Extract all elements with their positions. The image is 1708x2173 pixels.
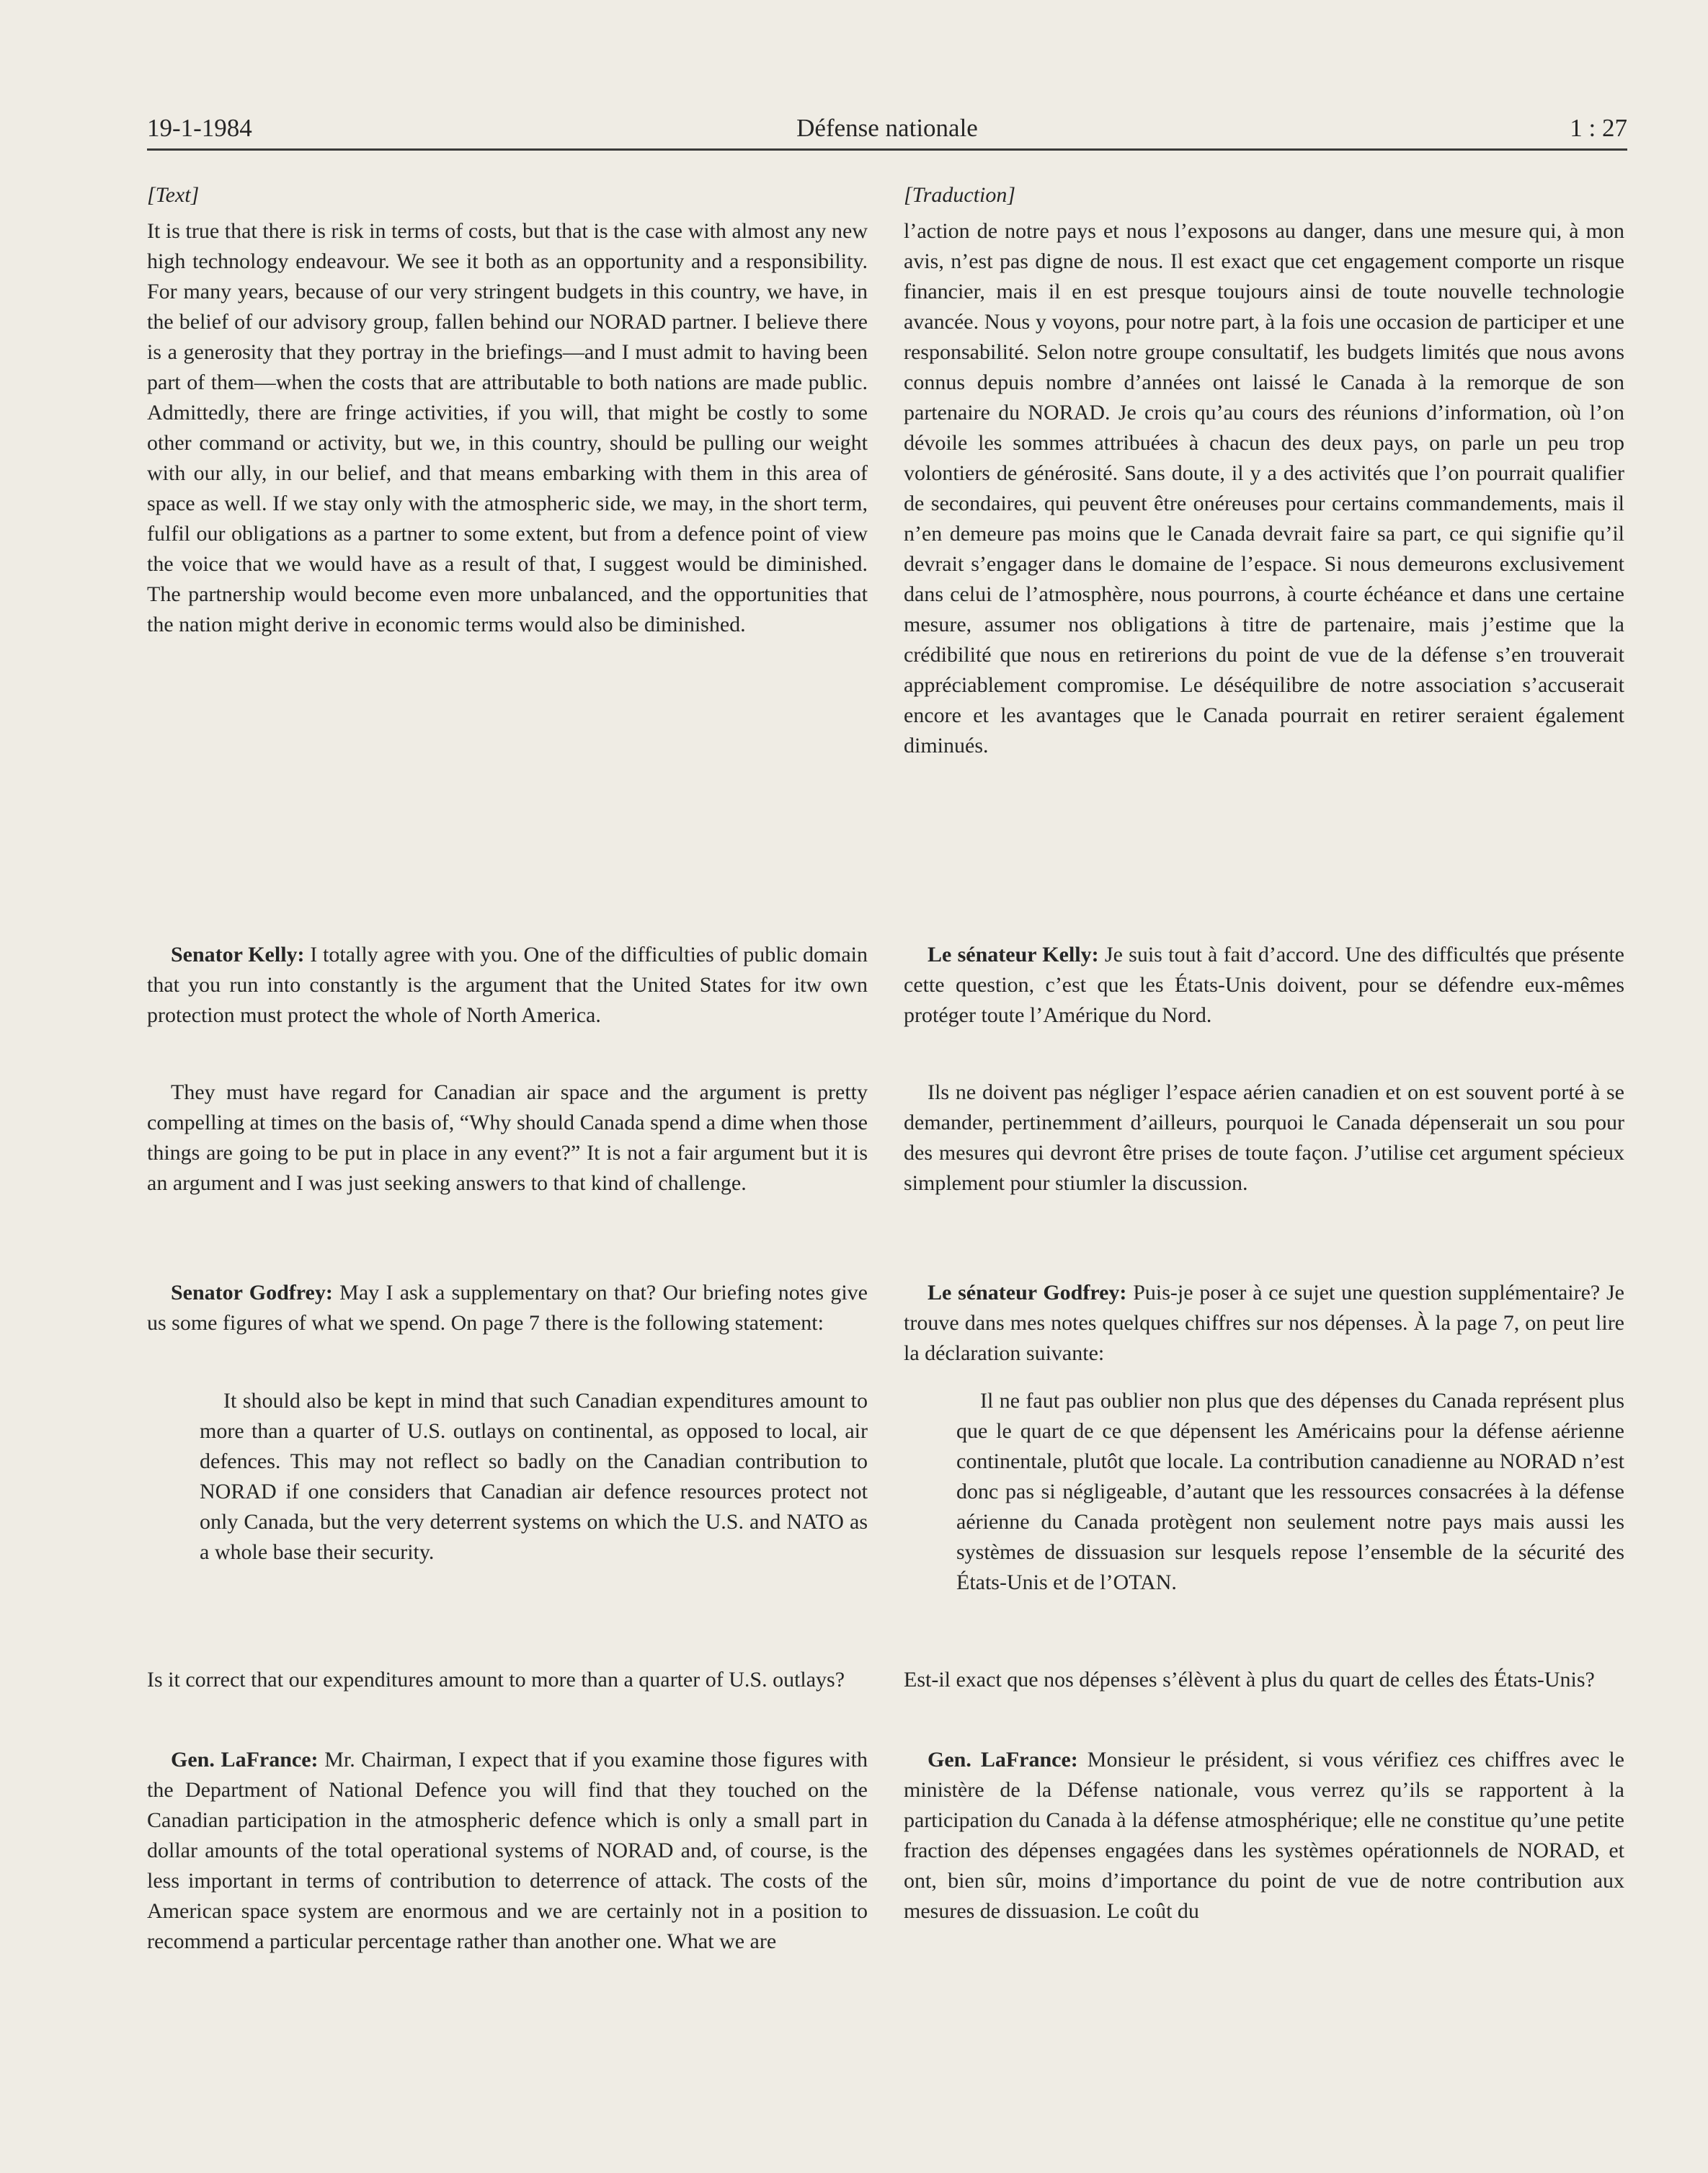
speaker-name: Gen. LaFrance: (171, 1748, 319, 1772)
paragraph-intro: l’action de notre pays et nous l’exposons au danger, dans une mesure qui, à mon avis, n’est pas digne de nous. Il est exact que cet engagement comporte un risque financier, mais il en est presque toujours ainsi de toute nouvelle technologie avancée. Nous y voyons, pour notre part, à la fois une occasion de participer et une responsabilité. Selon notre groupe consultatif, les budgets limités que nous avons connus depuis nombre d’années ont laissé le Canada à la remorque de son partenaire du NORAD. Je crois qu’au cours des réunions d’information, où l’on dévoile les sommes attribuées à chacun des deux pays, on parle un peu trop volontiers de générosité. Sans doute, il y a des activités que l’on pourrait qualifier de secondaires, qui peuvent être onéreuses pour certains commandements, mais il n’en demeure pas moins que le Canada devrait faire sa part, ce qui signifie qu’il devrait s’engager dans le domaine de l’espace. Si nous demeurons exclusivement dans celui de l’atmosphère, nous pourrons, à courte échéance et dans une certaine mesure, assumer nos obligations à titre de partenaire, mais j’estime que la crédibilité que nous en retirerions du point de vue de la défense s’en trouverait appréciablement compromise. Le déséquilibre de notre association s’accuserait encore et les avantages que le Canada pourrait en retirer seraient également diminués. (904, 219, 1624, 757)
speaker-name: Senator Godfrey: (171, 1281, 333, 1305)
speaker-text: Monsieur le président, si vous vérifiez ces chiffres avec le ministère de la Défense nationale, vous verrez qu’ils se rapportent à la participation du Canada à la défense atmosphérique; elle ne constitue qu’une petite fraction des dépenses engagées dans les systèmes opérationnels de NORAD, et ont, bien sûr, moins d’importance du point de vue de notre contribution aux mesures de dissuasion. Le coût du (904, 1748, 1624, 1923)
header-page-number: 1 : 27 (1570, 114, 1627, 142)
godfrey-remark (147, 1278, 868, 1338)
header-rule (147, 148, 1627, 151)
translation-tag: [Traduction] (904, 183, 1016, 207)
text-tag: [Text] (147, 183, 200, 207)
kelly-remark (147, 940, 868, 1031)
speaker-text: May I ask a supplementary on that? Our briefing notes give us some figures of what we spend. On page 7 there is the following statement: (147, 1281, 868, 1335)
speaker-text: I totally agree with you. One of the difficulties of public domain that you run into constantly is the argument that the United States for itw own protection must protect the whole of North America. (147, 943, 868, 1027)
speaker-text: Puis-je poser à ce sujet une question supplémentaire? Je trouve dans mes notes quelques chiffres sur nos dépenses. À la page 7, on peut lire la déclaration suivante: (904, 1281, 1624, 1365)
paragraph-challenge: They must have regard for Canadian air space and the argument is pretty compelling at times on the basis of, “Why should Canada spend a dime when those things are going to be put in place in any event?” It is not a fair argument but it is an argument and I was just seeking answers to that kind of challenge. (147, 1080, 868, 1195)
speaker-name: Gen. LaFrance: (928, 1748, 1078, 1772)
speaker-name: Senator Kelly: (171, 943, 305, 966)
quoted-statement: It should also be kept in mind that such Canadian expenditures amount to more than a quarter of U.S. outlays on continental, as opposed to local, air defences. This may not reflect so badly on the Canadian contribution to NORAD if one considers that Canadian air defence resources protect not only Canada, but the very deterrent systems on which the U.S. and NATO as a whole base their security. (200, 1389, 868, 1564)
lafrance-remark (904, 1745, 1624, 1927)
page-header (147, 108, 1627, 148)
question-paragraph: Est-il exact que nos dépenses s’élèvent à plus du quart de celles des États-Unis? (904, 1668, 1595, 1692)
speaker-text: Mr. Chairman, I expect that if you examine those figures with the Department of National Defence you will find that they touched on the Canadian participation in the atmospheric defence which is only a small part in dollar amounts of the total operational systems of NORAD and, of course, is the less important in terms of contribution to deterrence of attack. The costs of the American space system are enormous and we are certainly not in a position to recommend a particular percentage rather than another one. What we are (147, 1748, 868, 1953)
godfrey-remark (904, 1278, 1624, 1369)
french-column (904, 180, 1624, 1923)
paragraph-challenge: Ils ne doivent pas négliger l’espace aérien canadien et on est souvent porté à se demander, pertinemment d’ailleurs, pourquoi le Canada dépenserait un sou pour des mesures qui devront être prises de toute façon. J’utilise cet argument spécieux simplement pour stiumler la discussion. (904, 1080, 1624, 1195)
kelly-remark (904, 940, 1624, 1031)
speaker-name: Le sénateur Godfrey: (928, 1281, 1127, 1305)
question-paragraph: Is it correct that our expenditures amount to more than a quarter of U.S. outlays? (147, 1668, 845, 1692)
header-title: Défense nationale (796, 114, 978, 142)
paragraph-intro: It is true that there is risk in terms of costs, but that is the case with almost any new high technology endeavour. We see it both as an opportunity and a responsibility. For many years, because of our very stringent budgets in this country, we have, in the belief of our advisory group, fallen behind our NORAD partner. I believe there is a generosity that they portray in the briefings—and I must admit to having been part of them—when the costs that are attributable to both nations are made public. Admittedly, there are fringe activities, if you will, that might be costly to some other command or activity, but we, in this country, should be pulling our weight with our ally, in our belief, and that means embarking with them in this area of space as well. If we stay only with the atmospheric side, we may, in the short term, fulfil our obligations as a partner to some extent, but from a defence point of view the voice that we would have as a result of that, I suggest would be diminished. The partnership would become even more unbalanced, and the opportunities that the nation might derive in economic terms would also be diminished. (147, 219, 868, 636)
speaker-name: Le sénateur Kelly: (928, 943, 1099, 966)
speaker-text: Je suis tout à fait d’accord. Une des difficultés que présente cette question, c’est que les États-Unis doivent, pour se défendre eux-mêmes protéger toute l’Amérique du Nord. (904, 943, 1624, 1027)
english-column (147, 180, 868, 1953)
quoted-statement: Il ne faut pas oublier non plus que des dépenses du Canada représent plus que le quart de ce que dépensent les Américains pour la défense aérienne continentale, plutôt que locale. La contribution canadienne au NORAD n’est donc pas si négligeable, d’autant que les ressources consacrées à la défense aérienne du Canada protègent non seulement notre pays mais aussi les systèmes de dissuasion sur lesquels repose l’ensemble de la sécurité des États-Unis et de l’OTAN. (956, 1389, 1624, 1594)
header-date: 19-1-1984 (147, 114, 252, 142)
lafrance-remark (147, 1745, 868, 1957)
